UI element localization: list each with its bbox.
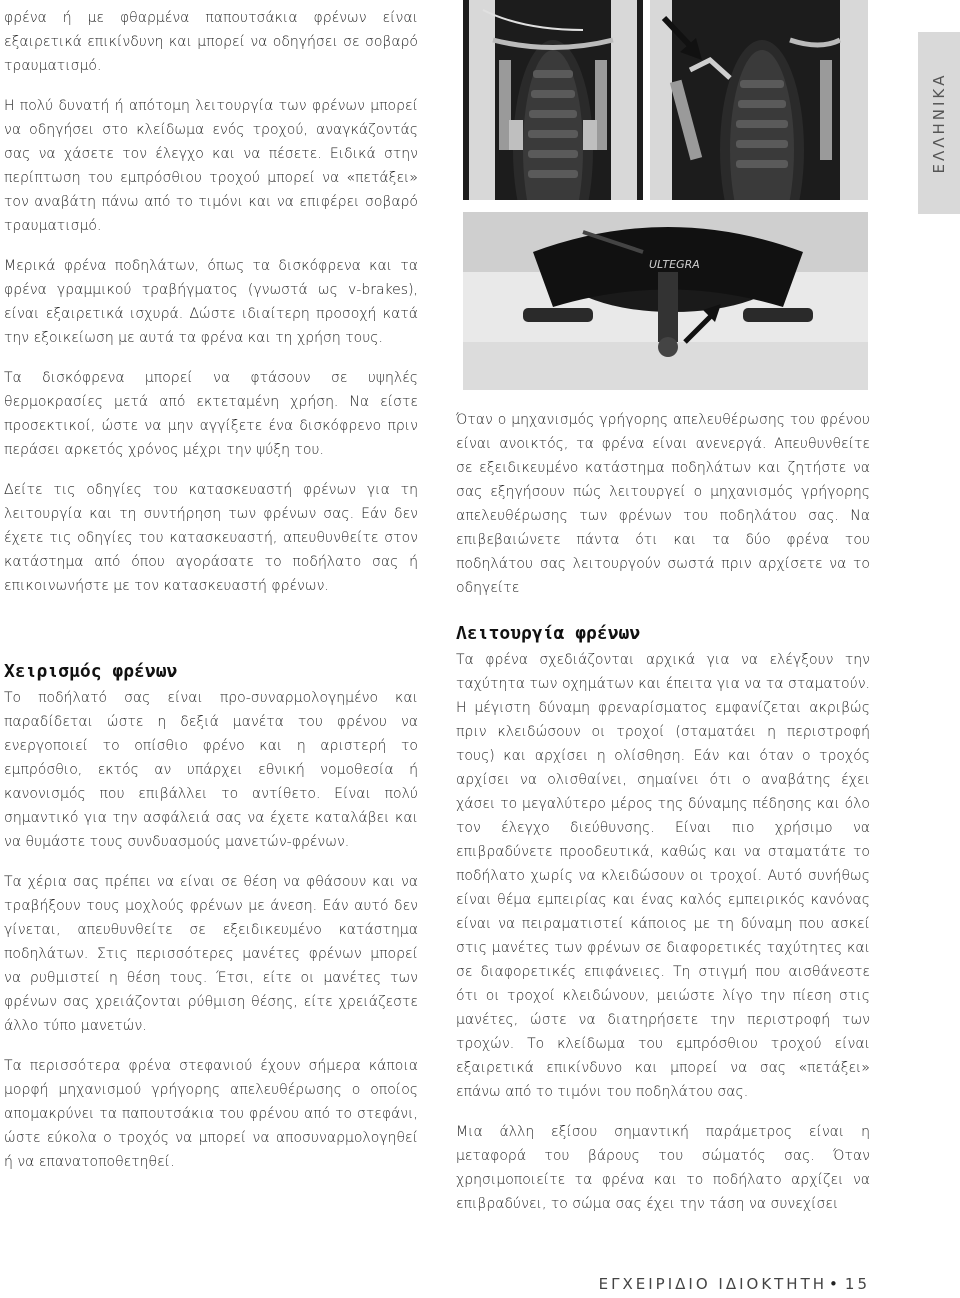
page-footer <box>599 1275 870 1293</box>
v-brake-released-illustration <box>650 0 868 200</box>
footer-title: ΕΓΧΕΙΡΙΔΙΟ ΙΔΙΟΚΤΗΤΗ <box>598 1275 828 1293</box>
paragraph: Μερικά φρένα ποδηλάτων, όπως τα δισκόφρενα και τα φρένα γραμμικού τραβήγματος (γνωστά ως v-brakes), είναι εξαιρετικά ισχυρά. Δώστε ιδιαίτερη προσοχή κατά την εξοικείωση με αυτά τα φρένα και τη χρήση τους. <box>4 258 418 346</box>
paragraph: Η πολύ δυνατή ή απότομη λειτουργία των φρένων μπορεί να οδηγήσει στο κλείδωμα ενός τροχού, αναγκάζοντάς σας να χάσετε τον έλεγχο και να πέσετε. Ειδικά στην περίπτωση του εμπρόσθιου τροχού μπορεί να «πετάξει» τον αναβάτη πάνω από το τιμόνι και να επιφέρει σοβαρό τραυματισμό. <box>4 98 418 234</box>
v-brake-closed-illustration <box>463 0 643 200</box>
caliper-brake-illustration <box>463 212 868 390</box>
paragraph: Όταν ο μηχανισμός γρήγορης απελευθέρωσης του φρένου είναι ανοικτός, τα φρένα είναι ανενεργά. Απευθυνθείτε σε εξειδικευμένο κατάστημα ποδηλάτων και ζητήστε να σας εξηγήσουν πώς λειτουργεί ο μηχανισμός γρήγορης απελευθέρωσης των φρένων του ποδηλάτου σας. Να επιβεβαιώνετε πάντα ότι και τα δύο φρένα του ποδηλάτου σας λειτουργούν σωστά πριν αρχίσετε να το οδηγείτε <box>456 412 870 596</box>
brake-brand-label: ULTEGRA <box>649 258 700 271</box>
v-brake-photo-closed <box>463 0 643 200</box>
paragraph: Δείτε τις οδηγίες του κατασκευαστή φρένων για τη λειτουργία και τη συντήρηση των φρένων σας. Εάν δεν έχετε τις οδηγίες του κατασκευαστή, απευθυνθείτε στον κατάστημα από όπου αγοράσατε το ποδήλατο σας ή επικοινωνήστε με τον κατασκευαστή φρένων. <box>4 482 418 594</box>
paragraph: Τα φρένα σχεδιάζονται αρχικά για να ελέγξουν την ταχύτητα των οχημάτων και έπειτα για να τα σταματούν. Η μέγιστη δύναμη φρεναρίσματος εμφανίζεται ακριβώς πριν κλειδώσουν οι τροχοί (σταματάει η περιστροφή τους) και αρχίσει η ολίσθηση. Εάν και όταν ο τροχός αρχίσει να ολισθαίνει, σημαίνει ότι ο αναβάτης έχει χάσει το μεγαλύτερο μέρος της δύναμης πέδησης και όλο τον έλεγχο διεύθυνσης. Είναι πιο χρήσιμο να επιβραδύνετε προοδευτικά, καθώς και να σταματάτε το ποδήλατο χωρίς να κλειδώσουν οι τροχοί. Αυτό συνήθως είναι θέμα εμπειρίας και ένας καλός εμπειρικός κανόνας είναι να πειραματιστεί κάποιος με τη δύναμη που ασκεί στις μανέτες των φρένων σε διαφορετικές ταχύτητες και σε διαφορετικές επιφάνειες. Τη στιγμή που αισθάνεστε ότι οι τροχοί κλειδώνουν, μειώστε λίγο την πίεση στις μανέτες, ώστε να διατηρήσετε την περιστροφή των τροχών. Το κλείδωμα του εμπρόσθιου τροχού είναι εξαιρετικά επικίνδυνο και μπορεί να σας «πετάξει» επάνω από το τιμόνι του ποδηλάτου σας. <box>456 652 870 1100</box>
language-tab-label: ΕΛΛΗΝΙΚΑ <box>930 72 948 174</box>
left-column <box>4 6 418 1190</box>
section-heading: Χειρισμός φρένων <box>4 661 178 682</box>
right-column <box>456 408 870 1232</box>
paragraph: Μια άλλη εξίσου σημαντική παράμετρος είναι η μεταφορά του βάρους του σώματός σας. Όταν χρησιμοποιείτε τα φρένα και το ποδήλατο αρχίζει να επιβραδύνει, το σώμα σας έχει την τάση να συνεχίσει <box>456 1124 870 1212</box>
paragraph: Το ποδήλατό σας είναι προ-συναρμολογημένο και παραδίδεται ώστε η δεξιά μανέτα του φρένου να ενεργοποιεί το οπίσθιο φρένο και η αριστερή το εμπρόσθιο, εκτός αν υπάρχει εθνική νομοθεσία ή κανονισμός που επιβάλλει το αντίθετο. Είναι πολύ σημαντικό για την ασφάλειά σας να έχετε καταλάβει και να θυμάστε τους συνδυασμούς μανετών-φρένων. <box>4 690 418 850</box>
v-brake-photo-released <box>650 0 868 200</box>
section-heading: Λειτουργία φρένων <box>456 623 641 644</box>
bullet-icon: • <box>829 1275 841 1293</box>
paragraph: Τα χέρια σας πρέπει να είναι σε θέση να φθάσουν και να τραβήξουν τους μοχλούς φρένων με άνεση. Εάν αυτό δεν γίνεται, απευθυνθείτε σε εξειδικευμένο κατάστημα ποδηλάτων. Στις περισσότερες μανέτες φρένων μπορεί να ρυθμιστεί η θέση τους. Έτσι, είτε οι μανέτες των φρένων σας χρειάζονται ρύθμιση θέσης, είτε χρειάζεστε άλλο τύπο μανετών. <box>4 874 418 1034</box>
paragraph: Τα περισσότερα φρένα στεφανιού έχουν σήμερα κάποια μορφή μηχανισμού γρήγορης απελευθέρωσης ο οποίος απομακρύνει τα παπουτσάκια του φρένου από το στεφάνι, ώστε εύκολα ο τροχός να μπορεί να αποσυναρμολογηθεί ή να επανατοποθετηθεί. <box>4 1058 418 1170</box>
page-number: 15 <box>844 1275 870 1293</box>
language-tab <box>918 32 960 214</box>
caliper-brake-photo <box>463 212 868 390</box>
paragraph: Τα δισκόφρενα μπορεί να φτάσουν σε υψηλές θερμοκρασίες μετά από εκτεταμένη χρήση. Να είστε προσεκτικοί, ώστε να μην αγγίξετε ένα δισκόφρενο πριν περάσει αρκετός χρόνος μέχρι την ψύξη του. <box>4 370 418 458</box>
paragraph: φρένα ή με φθαρμένα παπουτσάκια φρένων είναι εξαιρετικά επικίνδυνη και μπορεί να οδηγήσει σε σοβαρό τραυματισμό. <box>4 10 418 74</box>
